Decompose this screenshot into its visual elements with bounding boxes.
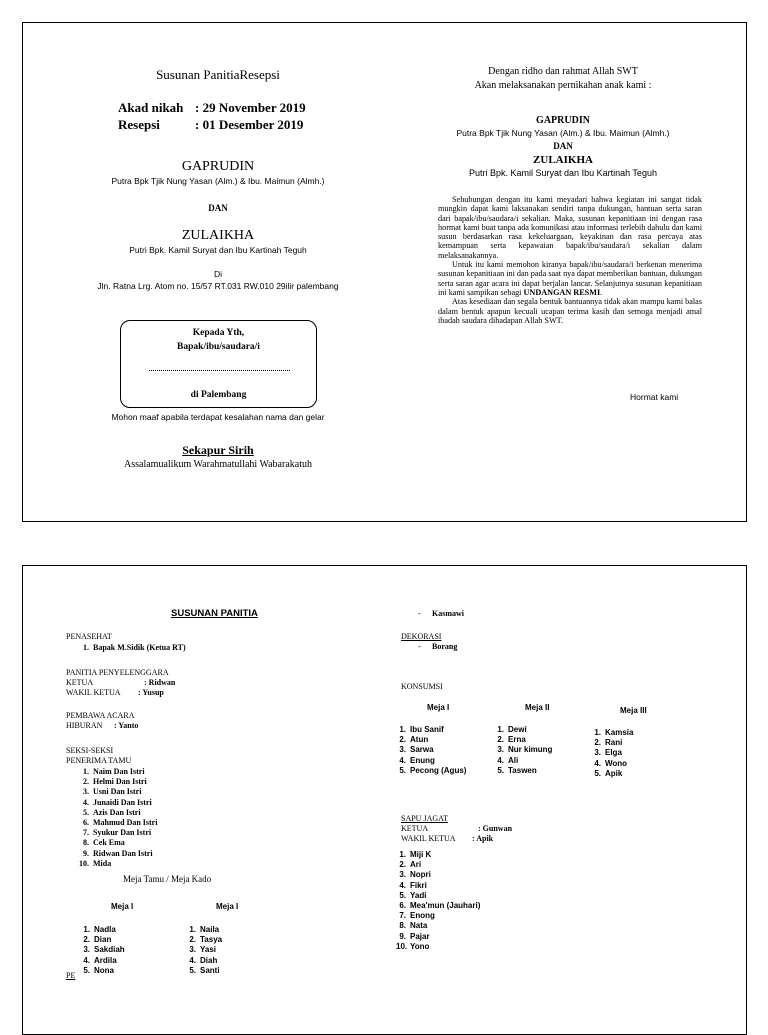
cut-off-heading: PE: [66, 971, 76, 980]
list-item: 3. Elga: [594, 748, 622, 758]
list-item: 2. Rani: [594, 738, 623, 748]
page1-title: Susunan PanitiaResepsi: [156, 67, 280, 82]
sekapur-heading: Sekapur Sirih: [182, 443, 254, 457]
penyelenggara-heading: PANITIA PENYELENGGARA: [66, 668, 169, 677]
list-item: 10. Yono: [396, 941, 430, 951]
invitation-page-2: [22, 565, 747, 1035]
sapu-ketua-row: [401, 824, 512, 834]
meja3-list: [591, 728, 633, 779]
intro-line-2: Akan melaksanakan pernikahan anak kami :: [474, 80, 652, 91]
list-item: 2. Dian: [83, 935, 112, 945]
dan-label: DAN: [208, 203, 228, 213]
hiburan-value: : Yanto: [114, 721, 139, 730]
kado-col2-heading: Meja I: [216, 902, 239, 911]
right-groom-parents: Putra Bpk Tjik Nung Yasan (Alm.) & Ibu. Maimun (Almh.): [456, 128, 670, 138]
right-groom-name: GAPRUDIN: [536, 115, 590, 126]
akad-label: Akad nikah: [118, 100, 184, 115]
resepsi-row: [118, 117, 303, 133]
list-item: 2. Tasya: [189, 935, 223, 945]
meja2-list: [494, 725, 552, 776]
list-item: 3. Nur kimung: [497, 745, 553, 755]
list-item: 1. Dewi: [497, 725, 527, 734]
list-item: 5. Pecong (Agus): [399, 765, 467, 775]
sapu-ketua-label: KETUA: [401, 824, 429, 833]
list-item: 4. Ali: [497, 755, 519, 765]
address: Jln. Ratna Lrg. Atom no. 15/57 RT.031 RW.010 29ilir palembang: [97, 281, 339, 291]
list-item: 2. Erna: [497, 735, 526, 745]
meja1-heading: Meja I: [427, 703, 450, 712]
list-item: 8. Nata: [399, 921, 428, 931]
pembawa-heading: PEMBAWA ACARA: [66, 711, 135, 720]
sapu-wakil-label: WAKIL KETUA: [401, 834, 456, 843]
list-item: 2. Helmi Dan Istri: [83, 777, 147, 787]
greeting: Assalamualikum Warahmatullahi Wabarakatuh: [124, 459, 312, 470]
envelope-recipient: Bapak/ibu/saudara/i: [177, 342, 260, 352]
list-item: 4. Junaidi Dan Istri: [83, 797, 152, 807]
right-dan-label: DAN: [553, 141, 573, 151]
ketua-value: : Ridwan: [144, 678, 176, 687]
kado-col1-heading: Meja I: [111, 902, 134, 911]
list-item: 9. Ridwan Dan Istri: [83, 848, 153, 858]
akad-row: [118, 100, 306, 116]
di-label: Di: [213, 269, 223, 279]
committee-title: SUSUNAN PANITIA: [171, 608, 258, 619]
list-item: 8. Cek Ema: [83, 838, 125, 848]
hiburan-label: HIBURAN: [66, 721, 103, 730]
list-item: 5. Yadi: [399, 890, 427, 900]
list-item: 5. Santi: [189, 965, 220, 975]
letter-paragraph-1: Sehubungan dengan itu kami meyadari bahwa kegiatan ini sangat tidak mungkin dapat kami laksanakan sendiri tanpa dukungan, bantuan serta saran dari bapak/ibu/saudara/i sekalian. Maka, susunan kepanitiaan ini dengan rasa hormat kami buat tanpa ada komunikasi atau informasi terlebih dahulu dan kami susun berdasarkan rasa kekeluargaan, keyakinan dan rasa percaya atas kemampuan serta kepawaian bapak/ibu/saudara/i sekalian dalam melaksanakannya.: [438, 195, 702, 260]
intro-line-1: Dengan ridho dan rahmat Allah SWT: [488, 66, 638, 77]
envelope-to: Kepada Yth,: [192, 328, 245, 338]
dekorasi-item: - Borang: [418, 642, 458, 651]
list-item: 2. Atun: [399, 735, 429, 745]
resepsi-label: Resepsi: [118, 117, 160, 132]
list-item: 6. Mahmud Dan Istri: [83, 818, 158, 828]
list-item: 5. Azis Dan Istri: [83, 807, 141, 817]
recipient-dotted-line: [149, 370, 290, 371]
sapu-heading: SAPU JAGAT: [401, 814, 448, 823]
closing: Hormat kami: [630, 392, 679, 402]
list-item: 4. Wono: [594, 758, 628, 768]
meja-tamu-heading: Meja Tamu / Meja Kado: [123, 874, 212, 884]
wakil-label: WAKIL KETUA: [66, 688, 121, 697]
list-item: 1. Ibu Sanif: [399, 725, 444, 734]
letter-body: [438, 195, 702, 325]
list-item: 7. Enong: [399, 911, 435, 921]
list-item: 5. Taswen: [497, 765, 537, 775]
konsumsi-heading: KONSUMSI: [401, 682, 443, 691]
wakil-value: : Yusup: [138, 688, 164, 697]
list-item: 5. Nona: [83, 965, 114, 975]
sapu-list: [396, 850, 480, 952]
recipient-envelope: [120, 320, 317, 408]
meja3-heading: Meja III: [620, 706, 647, 715]
list-item: 3. Yasi: [189, 945, 217, 955]
list-item: 4. Enung: [399, 755, 435, 765]
hiburan-row: [66, 721, 138, 731]
list-item: 4. Diah: [189, 955, 218, 965]
seksi-heading: SEKSI-SEKSI: [66, 746, 114, 755]
apology-note: Mohon maaf apabila terdapat kesalahan nama dan gelar: [111, 412, 325, 422]
list-item: 4. Fikri: [399, 880, 427, 890]
list-item: 1. Bapak M.Sidik (Ketua RT): [83, 643, 186, 652]
penasehat-list: [75, 643, 186, 653]
kasmawi-item: - Kasmawi: [418, 609, 464, 618]
list-item: 3. Sarwa: [399, 745, 434, 755]
sapu-ketua-value: : Gunwan: [478, 824, 513, 833]
list-item: 1. Naim Dan Istri: [83, 767, 145, 776]
list-item: 1. Miji K: [399, 850, 432, 859]
list-item: 3. Nopri: [399, 870, 431, 880]
right-bride-parents: Putri Bpk. Kamil Suryat dan Ibu Kartinah Teguh: [469, 168, 657, 178]
list-item: 1. Naila: [189, 925, 220, 934]
groom-name: GAPRUDIN: [181, 159, 255, 174]
kado-col1: [80, 925, 125, 976]
list-item: 2. Ari: [399, 860, 422, 870]
ketua-row: [66, 678, 175, 688]
letter-paragraph-2: Untuk itu kami memohon kiranya bapak/ibu/saudara/i berkenan menerima susunan kepanitiaan ini dan pada saat nya dapat memberikan bantuan, dukungan serta saran agar acara ini dapat berjalan lancar. Selanjutnya susunan kepanitiaan ini kami sampikan sebagi UNDANGAN RESMI.: [438, 260, 702, 297]
kado-col2: [186, 925, 222, 976]
akad-value: : 29 November 2019: [195, 100, 306, 115]
invitation-page-1: [22, 22, 747, 522]
sapu-wakil-value: : Apik: [472, 834, 494, 843]
wakil-row: [66, 688, 164, 698]
letter-paragraph-3: Atas kesediaan dan segala bentuk bantuannya tidak akan mampu kami balas dalam bentuk apapun kecuali ucapan terima kasih dan semoga menjadi amal ibadah saudara dihadapan Allah SWT.: [438, 297, 702, 325]
penasehat-heading: PENASEHAT: [66, 632, 112, 641]
right-bride-name: ZULAIKHA: [533, 154, 593, 166]
bride-name: ZULAIKHA: [181, 228, 255, 243]
meja2-heading: Meja II: [525, 703, 550, 712]
ketua-label: KETUA: [66, 678, 94, 687]
meja1-list: [396, 725, 466, 776]
list-item: 7. Syukur Dan Istri: [83, 828, 152, 838]
list-item: 3. Usni Dan Istri: [83, 787, 142, 797]
penerima-heading: PENERIMA TAMU: [66, 756, 132, 765]
list-item: 3. Sakdiah: [83, 945, 125, 955]
list-item: 5. Apik: [594, 768, 623, 778]
list-item: 10. Mida: [79, 858, 112, 868]
sapu-wakil-row: [401, 834, 493, 844]
bride-parents: Putri Bpk. Kamil Suryat dan Ibu Kartinah Teguh: [129, 245, 307, 255]
groom-parents: Putra Bpk Tjik Nung Yasan (Alm.) & Ibu. Maimun (Almh.): [111, 176, 325, 186]
list-item: 4. Ardila: [83, 955, 117, 965]
penerima-list: [75, 767, 157, 869]
list-item: 1. Kamsia: [594, 728, 634, 737]
envelope-city: di Palembang: [190, 390, 247, 400]
list-item: 9. Pajar: [399, 931, 430, 941]
dekorasi-heading: DEKORASI: [401, 632, 442, 641]
list-item: 6. Mea'mun (Jauhari): [399, 901, 481, 911]
resepsi-value: : 01 Desember 2019: [195, 117, 304, 132]
list-item: 1. Nadla: [83, 925, 116, 934]
undangan-resmi: UNDANGAN RESMI: [523, 287, 601, 297]
